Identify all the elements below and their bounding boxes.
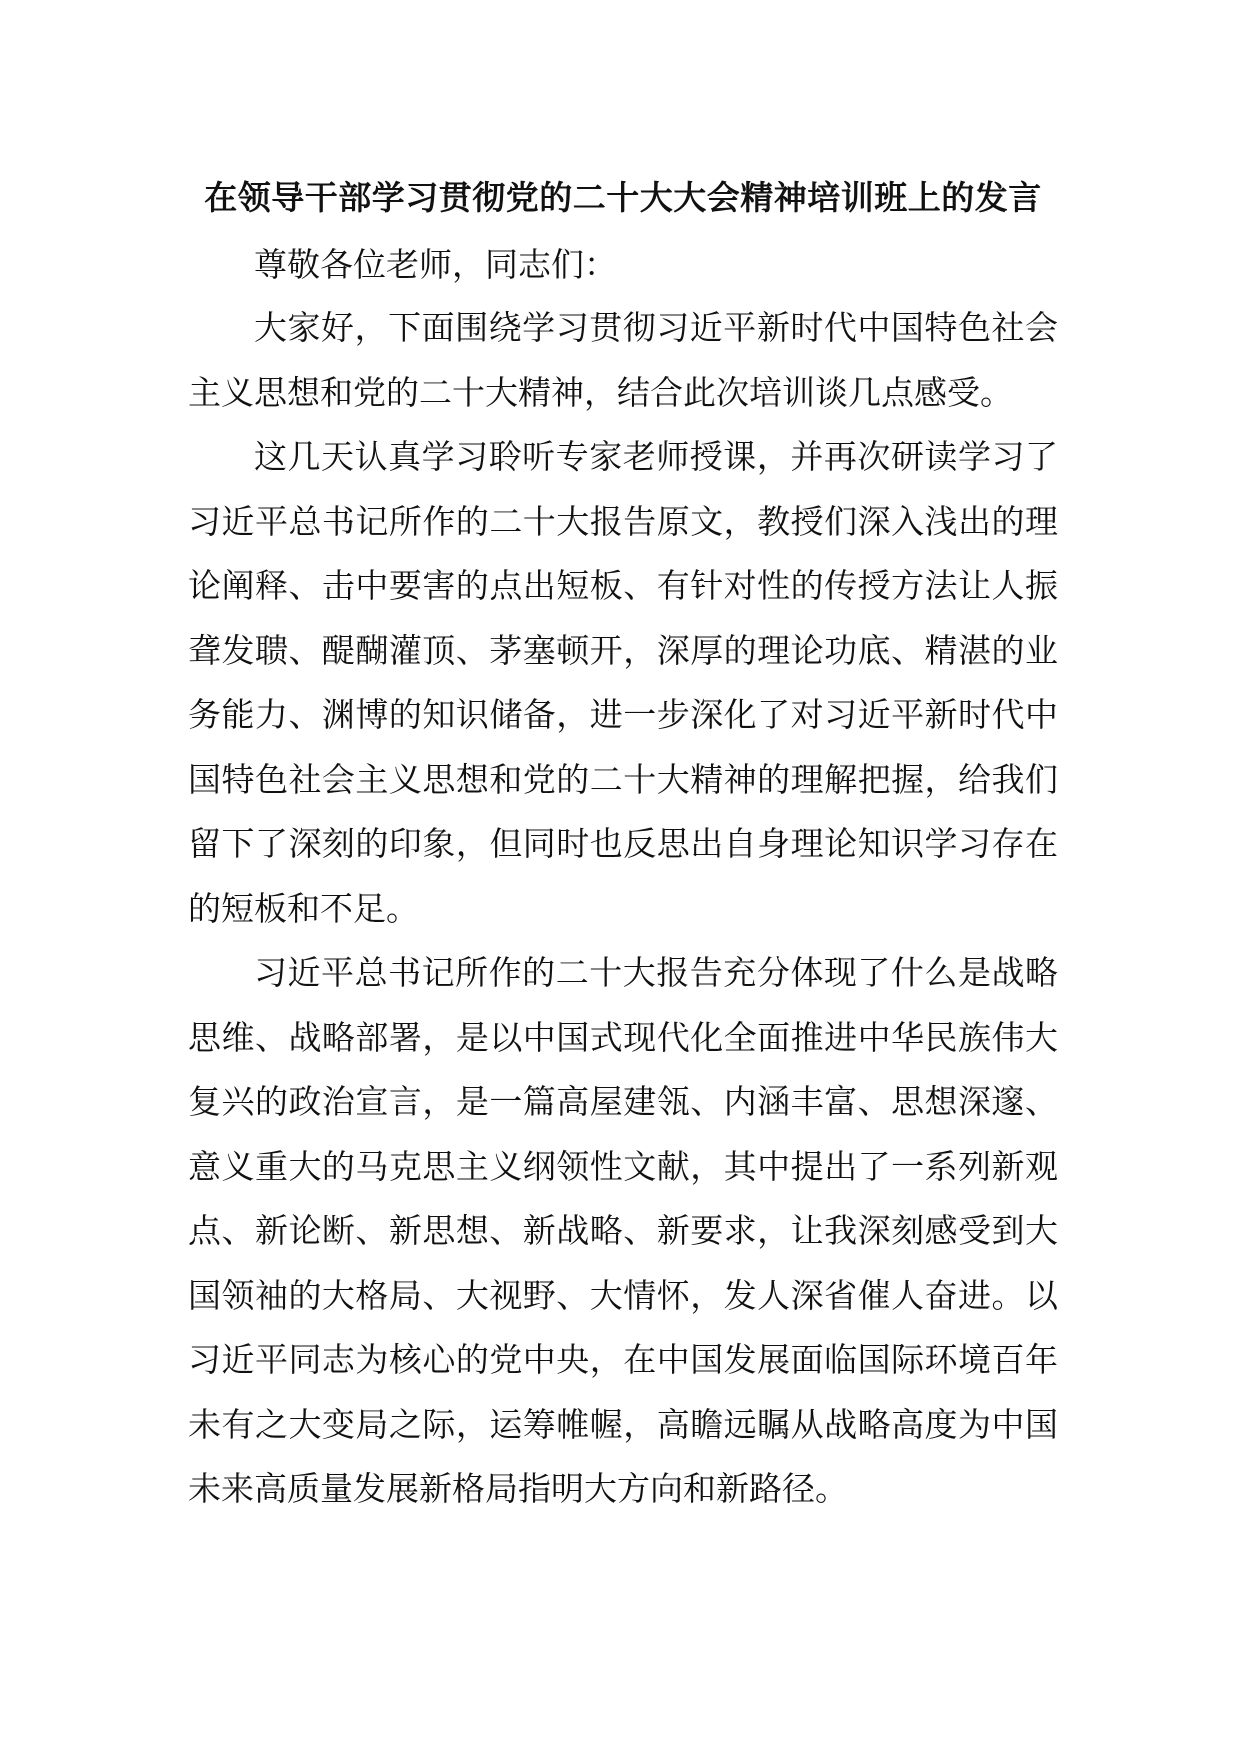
paragraph-2: 这几天认真学习聆听专家老师授课，并再次研读学习了习近平总书记所作的二十大报告原文，教授们深入浅出的理论阐释、击中要害的点出短板、有针对性的传授方法让人振聋发聩、醍醐灌顶、茅塞顿开，深厚的理论功底、精湛的业务能力、渊博的知识储备，进一步深化了对习近平新时代中国特色社会主义思想和党的二十大精神的理解把握，给我们留下了深刻的印象，但同时也反思出自身理论知识学习存在的短板和不足。 (188, 437, 1058, 928)
paragraph-1: 大家好，下面围绕学习贯彻习近平新时代中国特色社会主义思想和党的二十大精神，结合此次培训谈几点感受。 (188, 308, 1058, 412)
paragraph-3: 习近平总书记所作的二十大报告充分体现了什么是战略思维、战略部署，是以中国式现代化全面推进中华民族伟大复兴的政治宣言，是一篇高屋建瓴、内涵丰富、思想深邃、意义重大的马克思主义纲领性文献，其中提出了一系列新观点、新论断、新思想、新战略、新要求，让我深刻感受到大国领袖的大格局、大视野、大情怀，发人深省催人奋进。以习近平同志为核心的党中央，在中国发展面临国际环境百年未有之大变局之际，运筹帷幄，高瞻远瞩从战略高度为中国未来高质量发展新格局指明大方向和新路径。 (188, 953, 1058, 1508)
salutation: 尊敬各位老师，同志们： (254, 245, 617, 284)
document-title: 在领导干部学习贯彻党的二十大大会精神培训班上的发言 (204, 178, 1042, 217)
document-page (188, 170, 1058, 1522)
